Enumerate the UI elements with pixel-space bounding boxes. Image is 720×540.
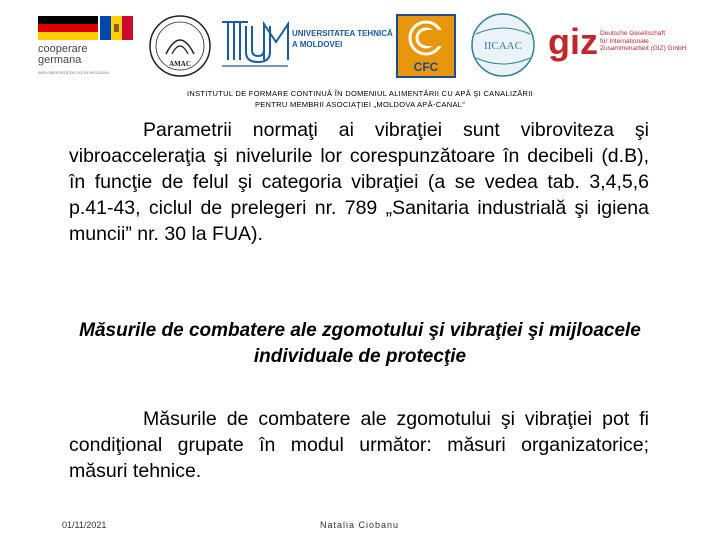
amac-emblem-icon: [146, 14, 214, 80]
cfc-emblem-icon: [396, 14, 456, 78]
flags-icon: [38, 14, 134, 40]
utm-line1: UNIVERSITATEA TEHNICĂ: [292, 29, 393, 38]
amac-label: AMAC: [169, 60, 191, 68]
utm-line2: A MOLDOVEI: [292, 40, 343, 49]
paragraph-measures: Măsurile de combatere ale zgomotului şi vibraţiei pot fi condiţional grupate în modul următor: măsuri organizatorice; măsuri tehnice.: [69, 408, 649, 482]
iicaac-label: IICAAC: [484, 40, 522, 52]
iicaac-emblem-icon: [470, 12, 536, 78]
cfc-logo: [396, 14, 456, 78]
amac-logo: [146, 14, 214, 80]
coop-subtext: IMPLEMENTATĂ DE GIZ ÎN MOLDOVA: [38, 70, 109, 75]
giz-logo: [548, 21, 718, 66]
giz-word: giz: [548, 21, 598, 62]
logo-bar: [0, 0, 720, 90]
coop-line2: germana: [38, 54, 82, 66]
coop-line1: cooperare: [38, 43, 88, 55]
cfc-label: CFC: [413, 60, 439, 74]
institute-line2: PENTRU MEMBRII ASOCIAŢIEI „MOLDOVA APĂ-CANAL”: [254, 100, 466, 109]
giz-line2: für Internationale: [600, 37, 649, 45]
footer-author: Natalia Ciobanu: [320, 520, 400, 530]
giz-line1: Deutsche Gesellschaft: [600, 30, 666, 37]
giz-line3: Zusammenarbeit (GIZ) GmbH: [600, 45, 687, 52]
utm-monogram-icon: [220, 16, 290, 72]
iicaac-logo: [470, 12, 536, 78]
utm-logo: [220, 16, 393, 72]
section-heading: Măsurile de combatere ale zgomotului şi vibraţiei şi mijloacele individuale de protecţie: [79, 320, 641, 367]
footer-date: 01/11/2021: [62, 520, 107, 530]
institute-line1: INSTITUTUL DE FORMARE CONTINUĂ ÎN DOMENIUL ALIMENTĂRII CU APĂ ŞI CANALIZĂRII: [186, 89, 534, 98]
cooperare-germana-logo: [36, 14, 136, 80]
paragraph-vibration-parameters: Parametrii normaţi ai vibraţiei sunt vibroviteza şi vibroacceleraţia şi nivelurile lor corespunzătoare în decibeli (d.B), în funcţie de felul şi categoria vibraţiei (a se vedea tab. 3,4,5,6 p.41-43, ciclul de prelegeri nr. 789 „Sanitaria industrială şi igiena muncii” nr. 30 la FUA).: [69, 119, 649, 245]
institute-header: [0, 88, 720, 110]
